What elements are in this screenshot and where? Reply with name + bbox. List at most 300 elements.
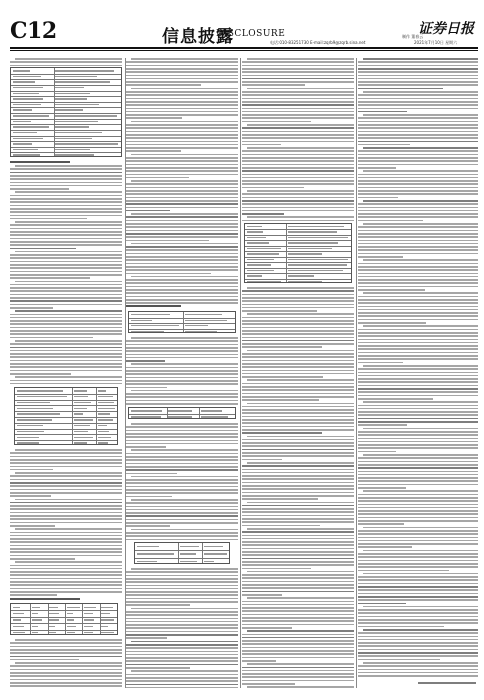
text-line [358, 467, 478, 469]
text-line [242, 538, 354, 540]
text-line [242, 144, 281, 146]
text-line [126, 347, 238, 349]
text-line [126, 664, 238, 666]
text-line [358, 226, 478, 228]
table-cell [49, 632, 55, 633]
text-line [10, 659, 79, 661]
text-line [242, 667, 354, 669]
text-line [358, 655, 478, 657]
text-line [242, 330, 354, 332]
text-line [126, 127, 238, 129]
text-line [242, 604, 354, 606]
text-line [126, 515, 238, 517]
text-line [242, 399, 319, 401]
text-line [131, 363, 238, 365]
table-col-rule [96, 388, 97, 444]
text-line [242, 101, 354, 103]
text-line [242, 544, 354, 546]
table-cell [247, 275, 263, 276]
text-line [358, 355, 478, 357]
table-cell [55, 121, 98, 122]
table-cell [247, 264, 271, 265]
text-line [242, 386, 354, 388]
table-cell [84, 626, 93, 627]
text-line [15, 221, 122, 223]
table-row-rule [245, 235, 351, 236]
text-line [247, 462, 354, 464]
text-line [10, 366, 122, 368]
text-line [358, 253, 478, 255]
text-line [247, 350, 354, 352]
table-cell [55, 81, 110, 82]
table-cell [55, 109, 83, 110]
text-line [358, 167, 396, 169]
text-line [242, 170, 354, 172]
text-line [126, 190, 238, 192]
text-line [10, 568, 122, 570]
text-line [358, 471, 478, 473]
text-line [358, 299, 478, 301]
text-line [15, 165, 122, 167]
issue-date: 2021年7月10日 星期六 [414, 40, 458, 45]
table-cell [98, 408, 116, 409]
text-line [247, 630, 354, 632]
text-line [247, 379, 354, 381]
table-row-rule [245, 268, 351, 269]
text-line [358, 68, 478, 70]
text-line [358, 441, 478, 443]
text-line [358, 477, 478, 479]
text-line [242, 177, 354, 179]
text-line [358, 220, 423, 222]
text-line [358, 180, 478, 182]
text-line [358, 487, 406, 489]
text-line [126, 170, 238, 172]
text-line [10, 208, 122, 210]
text-line [358, 362, 403, 364]
text-line [10, 241, 122, 243]
text-line [242, 134, 354, 136]
text-line [242, 673, 354, 675]
data-table [14, 387, 118, 445]
table-cell [55, 93, 90, 94]
text-line [10, 535, 122, 537]
text-line [358, 533, 478, 535]
table-cell [13, 619, 22, 620]
text-line [358, 164, 478, 166]
text-line [126, 367, 238, 369]
table-cell [13, 126, 50, 127]
text-line [10, 172, 122, 174]
table-cell [84, 619, 94, 620]
text-line [126, 387, 167, 389]
table-cell [13, 104, 41, 105]
text-line [242, 84, 305, 86]
table-cell [137, 553, 174, 554]
text-line [10, 277, 90, 279]
table-row-rule [11, 79, 121, 80]
text-line [126, 279, 238, 281]
text-line [10, 482, 122, 484]
text-line [242, 416, 354, 418]
text-line [358, 388, 478, 390]
text-line [363, 573, 478, 575]
text-line [247, 58, 354, 60]
text-line [242, 317, 354, 319]
text-line [358, 636, 478, 638]
text-line [10, 317, 122, 319]
text-line [10, 555, 122, 557]
text-line [242, 157, 354, 159]
text-line [358, 510, 478, 512]
text-line [242, 111, 354, 113]
text-line [126, 78, 238, 80]
text-line [363, 454, 478, 456]
text-line [363, 170, 478, 172]
text-line [242, 564, 354, 566]
text-line [126, 430, 238, 432]
text-line [126, 354, 238, 356]
text-line [10, 314, 122, 316]
table-row-rule [11, 102, 121, 103]
text-line [358, 424, 407, 426]
text-line [358, 319, 478, 321]
table-row-rule [135, 558, 229, 559]
text-line [126, 289, 238, 291]
text-line [126, 292, 238, 294]
text-line [126, 350, 238, 352]
text-line [242, 393, 354, 395]
text-line [126, 525, 170, 527]
text-line [358, 134, 478, 136]
table-cell [131, 325, 179, 326]
table-row-rule [11, 85, 121, 86]
text-line [10, 264, 122, 266]
text-line [10, 218, 87, 220]
table-cell [288, 270, 343, 271]
text-line [131, 243, 238, 245]
text-line [358, 144, 410, 146]
text-line [358, 665, 478, 667]
text-line [242, 154, 354, 156]
text-line [15, 251, 122, 253]
table-cell [74, 408, 87, 409]
text-line [242, 360, 354, 362]
text-line [242, 521, 354, 523]
text-line [247, 597, 354, 599]
text-line [10, 215, 122, 217]
data-table [128, 311, 236, 333]
column-2 [126, 55, 238, 690]
table-cell [67, 619, 74, 620]
table-row-rule [11, 119, 121, 120]
text-line [358, 121, 478, 123]
text-line [358, 81, 478, 83]
text-line [242, 551, 354, 553]
text-line [358, 669, 478, 671]
text-line [10, 485, 122, 487]
text-line [358, 566, 478, 568]
table-cell [168, 410, 191, 411]
table-cell [13, 76, 42, 77]
table-row-rule [129, 414, 235, 415]
text-line [10, 271, 122, 273]
text-line [126, 581, 238, 583]
text-line [358, 517, 478, 519]
text-line [358, 309, 478, 311]
page-number: C12 [10, 18, 57, 44]
table-col-rule [65, 604, 66, 634]
text-line [10, 679, 122, 681]
hotline-line: 电话:010-83251730 E-mail:zqrb9@zqrb.sina.net [270, 40, 366, 45]
text-line [242, 297, 354, 299]
text-line [242, 594, 282, 596]
text-line [242, 363, 354, 365]
text-line [10, 343, 122, 345]
text-line [126, 233, 238, 235]
text-line [242, 131, 354, 133]
text-line [242, 290, 354, 292]
data-table [134, 542, 230, 564]
text-line [10, 201, 122, 203]
table-col-rule [100, 604, 101, 634]
text-line [126, 61, 238, 63]
table-cell [201, 416, 228, 417]
text-line [131, 641, 238, 643]
text-line [10, 492, 122, 494]
text-line [10, 466, 122, 468]
text-line [358, 480, 478, 482]
text-line [126, 84, 201, 86]
text-line [10, 652, 122, 654]
table-cell [49, 619, 59, 620]
text-line [10, 304, 122, 306]
text-line [242, 183, 354, 185]
text-line [131, 58, 238, 60]
text-line [358, 306, 478, 308]
text-line [126, 370, 238, 372]
text-line [358, 345, 478, 347]
text-line [15, 449, 122, 451]
text-line [358, 78, 478, 80]
text-line [126, 273, 211, 275]
section-heading [10, 598, 80, 600]
table-row-rule [245, 251, 351, 252]
text-line [242, 220, 354, 222]
text-line [126, 357, 238, 359]
table-cell [74, 413, 83, 414]
data-table [10, 67, 122, 157]
text-line [363, 606, 478, 608]
text-line [358, 368, 478, 370]
text-line [10, 234, 122, 236]
text-line [363, 147, 478, 149]
text-line [242, 213, 284, 215]
text-line [358, 622, 478, 624]
table-col-rule [286, 224, 287, 282]
table-cell [55, 132, 102, 133]
table-cell [247, 253, 280, 254]
text-line [126, 344, 238, 346]
text-line [242, 71, 354, 73]
text-line [10, 565, 122, 567]
text-line [358, 141, 478, 143]
text-line [10, 198, 122, 200]
text-line [242, 581, 354, 583]
text-line [10, 578, 122, 580]
text-line [242, 187, 304, 189]
text-line [126, 647, 238, 649]
table-cell [131, 320, 153, 321]
text-line [126, 137, 238, 139]
text-line [242, 337, 354, 339]
text-line [126, 187, 238, 189]
text-line [10, 505, 122, 507]
text-line [242, 419, 354, 421]
text-line [10, 459, 122, 461]
text-line [10, 373, 71, 375]
text-line [247, 571, 354, 573]
text-line [242, 432, 322, 434]
text-line [10, 323, 122, 325]
text-line [358, 75, 478, 77]
text-line [10, 290, 122, 292]
text-line [242, 647, 354, 649]
text-line [10, 538, 122, 540]
text-line [126, 532, 238, 534]
text-line [358, 88, 443, 90]
text-line [358, 236, 478, 238]
table-cell [13, 626, 24, 627]
text-line [242, 91, 354, 93]
text-line [10, 267, 122, 269]
text-line [126, 101, 238, 103]
text-line [247, 313, 354, 315]
text-line [126, 286, 238, 288]
table-cell [13, 132, 38, 133]
text-line [10, 284, 122, 286]
text-line [10, 469, 53, 471]
text-line [10, 518, 122, 520]
text-line [126, 492, 238, 494]
text-line [358, 675, 478, 677]
table-cell [98, 431, 109, 432]
text-line [358, 626, 444, 628]
table-cell [288, 281, 322, 282]
text-line [242, 114, 354, 116]
table-cell [17, 408, 54, 409]
text-line [15, 376, 122, 378]
text-line [247, 403, 354, 405]
table-cell [17, 442, 40, 443]
text-line [15, 281, 122, 283]
text-line [10, 330, 122, 332]
text-line [126, 637, 167, 639]
text-line [242, 505, 354, 507]
text-line [242, 442, 354, 444]
text-line [247, 147, 354, 149]
text-line [358, 642, 478, 644]
text-line [126, 509, 238, 511]
text-line [126, 174, 238, 176]
table-cell [98, 442, 108, 443]
text-line [10, 248, 76, 250]
text-line [126, 687, 238, 689]
text-line [10, 522, 122, 524]
text-line [131, 476, 238, 478]
text-line [363, 114, 478, 116]
text-line [242, 472, 354, 474]
table-row-rule [11, 623, 117, 624]
text-line [363, 550, 478, 552]
text-line [126, 634, 238, 636]
table-row-rule [11, 96, 121, 97]
table-cell [49, 613, 58, 614]
text-line [363, 58, 478, 60]
section-subtitle: DISCLOSURE [216, 29, 286, 39]
table-row-rule [11, 610, 117, 611]
table-cell [67, 613, 74, 614]
text-line [247, 686, 354, 688]
text-line [126, 98, 238, 100]
text-line [242, 637, 354, 639]
text-line [358, 418, 478, 420]
text-line [358, 513, 478, 515]
table-row-rule [245, 240, 351, 241]
table-cell [98, 390, 107, 391]
text-line [247, 528, 354, 530]
text-line [358, 414, 478, 416]
text-line [242, 620, 354, 622]
text-line [10, 360, 122, 362]
table-cell [288, 264, 347, 265]
text-line [10, 594, 57, 596]
text-line [242, 498, 318, 500]
text-line [242, 121, 311, 123]
text-line [242, 323, 354, 325]
table-cell [13, 98, 43, 99]
text-line [15, 191, 122, 193]
text-line [126, 263, 238, 265]
column-1 [10, 55, 122, 690]
text-line [126, 578, 238, 580]
text-line [10, 228, 122, 230]
text-line [358, 421, 478, 423]
table-col-rule [48, 604, 49, 634]
table-cell [101, 626, 108, 627]
text-line [131, 670, 238, 672]
text-line [358, 335, 478, 337]
text-line [358, 589, 478, 591]
table-col-rule [183, 312, 184, 332]
table-col-rule [82, 604, 83, 634]
text-line [10, 320, 122, 322]
table-col-rule [178, 543, 179, 563]
table-cell [13, 154, 41, 155]
table-cell [101, 613, 110, 614]
text-line [363, 527, 478, 529]
text-line [242, 653, 354, 655]
text-line [126, 601, 238, 603]
text-line [126, 282, 238, 284]
text-line [242, 515, 354, 517]
text-line [242, 78, 354, 80]
text-line [358, 279, 478, 281]
column-3 [242, 55, 354, 690]
table-cell [180, 561, 197, 562]
text-line [358, 240, 478, 242]
text-line [126, 496, 172, 498]
